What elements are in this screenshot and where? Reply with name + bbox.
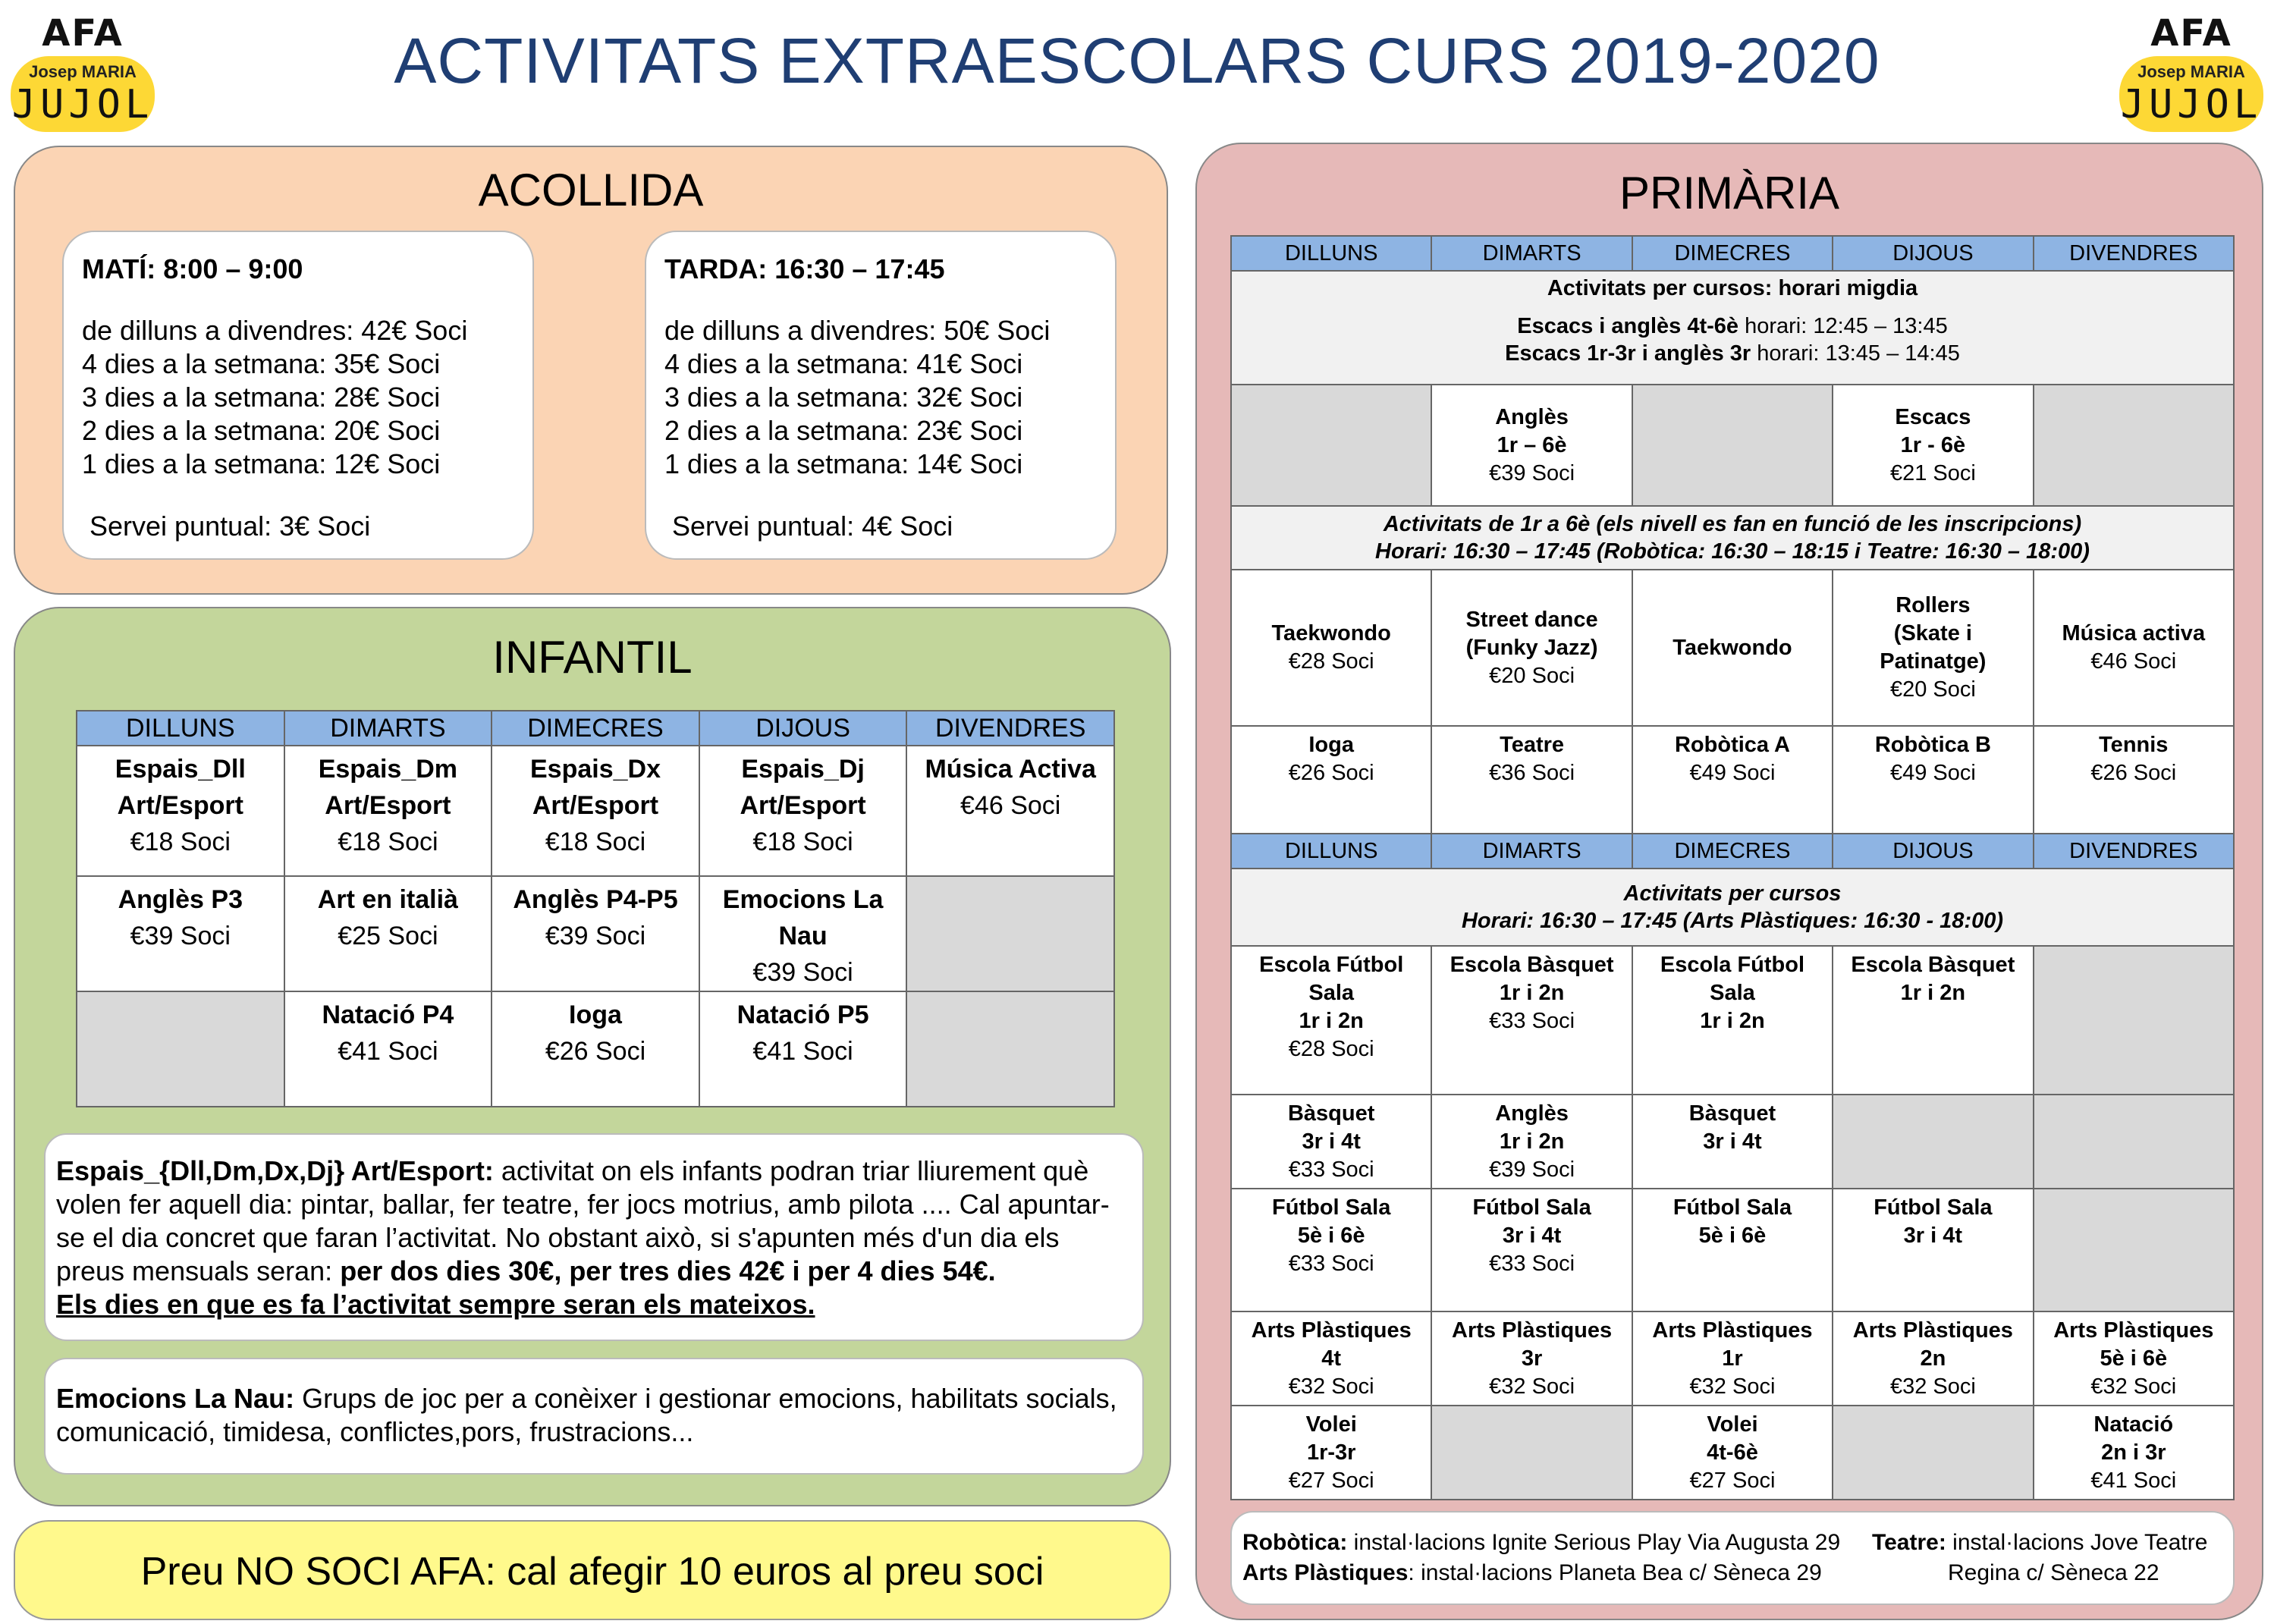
empty-cell [2034,946,2234,1095]
tarda-line: 3 dies a la setmana: 32€ Soci [664,382,1023,413]
activity-cell [1431,385,1632,506]
activity-cell [699,991,907,1107]
activity-name: Espais_Dll [115,755,246,784]
activity-cell [77,876,284,991]
activity-cell [284,876,492,991]
activity-cell [1833,1311,2033,1406]
day-header-dijous: DIJOUS [699,711,907,746]
activity-name: Art/Esport [325,791,451,820]
activity-cell [1431,1189,1632,1311]
table-row [77,991,1114,1107]
activity-price: €26 Soci [2090,761,2177,785]
mati-puntual: Servei puntual: 3€ Soci [90,510,371,542]
activity-cell [1632,946,1833,1095]
table-row [77,876,1114,991]
activity-price: €18 Soci [338,828,438,856]
tarda-heading: TARDA: 16:30 – 17:45 [664,253,945,284]
teatre-location: Teatre: instal·lacions Jove Teatre [1872,1530,2208,1555]
empty-cell [77,991,284,1107]
activity-cell [1231,946,1431,1095]
activity-name: Sala [1710,981,1755,1005]
primaria-panel [1195,143,2263,1620]
activity-cell [284,746,492,876]
activity-price: €46 Soci [2090,649,2177,674]
migdia-info [1231,271,2234,385]
activity-cell [1231,570,1431,726]
afa-logo-right: AFA Josep MARIA JUJOL [2119,12,2263,134]
activity-cell [1632,1095,1833,1189]
tarda-info: Activitats de 1r a 6è (els nivell es fan en funció de les inscripcions) Horari: 16:30 – 17:45 (Robòtica: 16:30 – 18:15 i Teatre: 16:30 – 18:00) [1231,506,2234,570]
activity-price: €32 Soci [2090,1374,2177,1399]
activity-cell [1833,570,2033,726]
mati-heading: MATÍ: 8:00 – 9:00 [82,253,303,284]
activity-price: €33 Soci [1288,1158,1374,1182]
activity-name: Robòtica B [1874,733,1991,757]
arts-location: Arts Plàstiques: instal·lacions Planeta Bea c/ Sèneca 29 [1242,1560,1822,1585]
day-header-dimarts: DIMARTS [1431,236,1632,271]
emocions-note-title: Emocions La Nau: [56,1383,295,1414]
activity-name: 1r [1722,1346,1743,1371]
activity-price: €39 Soci [545,922,646,950]
activity-cell [1231,1406,1431,1500]
activity-cell [1231,726,1431,834]
activity-name: Arts Plàstiques [1652,1318,1813,1343]
activity-price: €41 Soci [752,1037,853,1066]
empty-cell [2034,1189,2234,1311]
activity-cell [2034,1406,2234,1500]
emocions-note-text: Grups de joc per a conèixer i gestionar emocions, habilitats socials, comunicació, timidesa, conflictes,pors, frustracions... [56,1383,1117,1447]
day-header-dilluns: DILLUNS [1231,834,1431,869]
table-row [1231,946,2234,1095]
activity-cell [1632,1189,1833,1311]
activity-name: 3r i 4t [1502,1223,1562,1248]
activity-name: 1r i 2n [1700,1009,1765,1033]
activity-name: Escola Fútbol [1660,953,1805,977]
activity-name: Arts Plàstiques [1251,1318,1412,1343]
table-row [1231,726,2234,834]
activity-cell [1632,570,1833,726]
activity-price: €32 Soci [1889,1374,1976,1399]
empty-cell [906,991,1114,1107]
primaria-title: PRIMÀRIA [1619,168,1840,218]
activity-name: 5è i 6è [2100,1346,2168,1371]
activity-cell [1632,1311,1833,1406]
activity-name: 3r i 4t [1302,1129,1361,1154]
empty-cell [1833,1406,2033,1500]
infantil-schedule-table [76,710,1115,1107]
activity-price: €49 Soci [1689,761,1776,785]
activity-name: 5è i 6è [1297,1223,1365,1248]
activity-price: €32 Soci [1489,1374,1575,1399]
activity-name: Volei [1305,1412,1357,1437]
mati-line: 1 dies a la setmana: 12€ Soci [82,448,441,479]
activity-cell [1231,1095,1431,1189]
day-header-dijous: DIJOUS [1833,236,2033,271]
activity-price: €39 Soci [752,958,853,987]
activity-cell [1431,726,1632,834]
activity-name: Robòtica A [1674,733,1790,757]
activity-name: Art en italià [317,885,458,914]
acollida-tarda-card [645,231,1117,560]
mati-line: 3 dies a la setmana: 28€ Soci [82,382,441,413]
activity-name: Bàsquet [1688,1101,1776,1126]
activity-price: €36 Soci [1489,761,1575,785]
activity-name: Bàsquet [1287,1101,1375,1126]
activity-name: 1r – 6è [1497,432,1567,457]
activity-name: 1r i 2n [1900,981,1966,1005]
tarda-line: 1 dies a la setmana: 14€ Soci [664,448,1023,479]
activity-cell [1431,946,1632,1095]
migdia-title: Activitats per cursos: horari migdia [1547,276,1918,300]
activity-name: 3r [1521,1346,1543,1371]
activity-name: Escacs [1895,404,1971,429]
table-row [77,746,1114,876]
activity-name: Emocions La Nau [722,885,884,950]
activity-name: Art/Esport [532,791,659,820]
activity-name: Escola Bàsquet [1450,953,1614,977]
activity-name: 5è i 6è [1698,1223,1767,1248]
primaria-footer [1230,1511,2235,1605]
activity-name: Teatre [1500,733,1565,757]
activity-name: Escola Bàsquet [1851,953,2015,977]
activity-name: Espais_Dj [741,755,865,784]
activity-price: €39 Soci [1489,460,1575,485]
activity-name: 2n i 3r [2101,1440,2166,1465]
activity-name: Música Activa [925,755,1096,784]
activity-name: Anglès P3 [118,885,243,914]
activity-name: 3r i 4t [1703,1129,1762,1154]
tarda-line: 4 dies a la setmana: 41€ Soci [664,348,1023,379]
activity-price: €33 Soci [1288,1252,1374,1276]
mati-line: de dilluns a divendres: 42€ Soci [82,315,468,346]
activity-name: Sala [1308,981,1355,1005]
activity-cell [1632,1406,1833,1500]
activity-name: Anglès [1495,1101,1569,1126]
activity-price: €20 Soci [1489,663,1575,688]
table-row [1231,1189,2234,1311]
activity-name: Ioga [1308,733,1354,757]
tarda-line: 2 dies a la setmana: 23€ Soci [664,415,1023,446]
day-header-dijous: DIJOUS [1833,834,2033,869]
mati-line: 2 dies a la setmana: 20€ Soci [82,415,441,446]
tarda-info-row [1231,506,2234,570]
empty-cell [1632,385,1833,506]
activity-name: 1r i 2n [1499,981,1565,1005]
activity-name: Volei [1707,1412,1758,1437]
activity-name: Street dance [1465,607,1598,632]
activity-price: €39 Soci [1489,1158,1575,1182]
activity-name: Arts Plàstiques [1852,1318,2013,1343]
activity-name: (Funky Jazz) [1465,635,1598,660]
table-row [1231,570,2234,726]
activity-cell [1231,1189,1431,1311]
day-header-dimecres: DIMECRES [1632,236,1833,271]
activity-name: Ioga [569,1000,622,1029]
activity-cell [2034,726,2234,834]
activity-cell [1231,1311,1431,1406]
infantil-panel [14,607,1171,1506]
activity-name: Escola Fútbol [1259,953,1404,977]
migdia-info-row [1231,271,2234,385]
activity-name: Anglès P4-P5 [513,885,678,914]
activity-price: €28 Soci [1288,1037,1374,1061]
activity-cell [77,746,284,876]
activity-cell [2034,1311,2234,1406]
activity-name: Fútbol Sala [1673,1195,1792,1220]
activity-name: Espais_Dx [529,755,661,784]
cursos-info-row [1231,869,2234,946]
activity-price: €20 Soci [1889,677,1976,702]
activity-name: Fútbol Sala [1874,1195,1993,1220]
activity-cell [699,746,907,876]
activity-name: 1r i 2n [1299,1009,1364,1033]
primaria-schedule-table [1230,235,2235,1500]
activity-cell [1833,1189,2033,1311]
acollida-mati-card [62,231,534,560]
day-header-divendres: DIVENDRES [906,711,1114,746]
activity-cell [906,746,1114,876]
day-header-row [1231,834,2234,869]
activity-price: €18 Soci [130,828,231,856]
activity-cell [1833,726,2033,834]
activity-name: Espais_Dm [318,755,458,784]
activity-cell [1431,1095,1632,1189]
activity-cell [1431,570,1632,726]
migdia-line-1: Escacs i anglès 4t-6è horari: 12:45 – 13:45 [1517,314,1948,338]
day-header-divendres: DIVENDRES [2034,236,2234,271]
activity-price: €39 Soci [130,922,231,950]
tarda-puntual: Servei puntual: 4€ Soci [672,510,953,542]
day-header-dilluns: DILLUNS [77,711,284,746]
infantil-title: INFANTIL [492,632,693,683]
activity-name: Taekwondo [1673,635,1792,660]
table-row [1231,1095,2234,1189]
activity-price: €25 Soci [338,922,438,950]
espais-note-prices: per dos dies 30€, per tres dies 42€ i per 4 dies 54€. [340,1255,996,1286]
activity-price: €32 Soci [1689,1374,1776,1399]
activity-name: Taekwondo [1271,621,1391,646]
activity-name: 4t [1321,1346,1342,1371]
activity-name: 2n [1920,1346,1946,1371]
activity-name: 1r i 2n [1499,1129,1565,1154]
activity-name: Arts Plàstiques [1452,1318,1613,1343]
activity-cell [1833,946,2033,1095]
day-header-dimarts: DIMARTS [284,711,492,746]
day-header-row [1231,236,2234,271]
acollida-title: ACOLLIDA [478,165,704,215]
espais-note-days: Els dies en que es fa l’activitat sempre seran els mateixos. [56,1289,815,1320]
robotica-location: Robòtica: instal·lacions Ignite Serious Play Via Augusta 29 [1242,1530,1841,1555]
mati-line: 4 dies a la setmana: 35€ Soci [82,348,441,379]
activity-price: €27 Soci [1689,1469,1776,1493]
activity-price: €46 Soci [960,791,1061,820]
activity-cell [2034,570,2234,726]
day-header-dimecres: DIMECRES [492,711,699,746]
afa-logo-left: AFA Josep MARIA JUJOL [11,12,155,134]
activity-name: 4t-6è [1707,1440,1758,1465]
activity-price: €33 Soci [1489,1252,1575,1276]
activity-cell [492,876,699,991]
table-row [1231,1311,2234,1406]
activity-name: Fútbol Sala [1472,1195,1591,1220]
activity-name: Tennis [2099,733,2169,757]
day-header-dimarts: DIMARTS [1431,834,1632,869]
teatre-address: Regina c/ Sèneca 22 [1948,1560,2159,1585]
espais-note [44,1133,1144,1341]
table-row [1231,385,2234,506]
empty-cell [906,876,1114,991]
table-row [1231,1406,2234,1500]
activity-cell [492,746,699,876]
espais-note-text: activitat on els infants podran triar lliurement què volen fer aquell dia: pintar, ballar, fer teatre, fer jocs motrius, amb pilota .... Cal apuntar-se el dia concret que faran l’activitat. No obstant això, si s'apunten més d'un dia els preus mensuals seran: [56,1155,1110,1286]
activity-price: €26 Soci [545,1037,646,1066]
activity-name: 1r-3r [1306,1440,1356,1465]
activity-name: 3r i 4t [1903,1223,1963,1248]
empty-cell [1431,1406,1632,1500]
activity-name: (Skate i [1893,621,1972,646]
activity-name: Arts Plàstiques [2053,1318,2214,1343]
activity-price: €18 Soci [752,828,853,856]
espais-note-title: Espais_{Dll,Dm,Dx,Dj} Art/Esport: [56,1155,494,1186]
activity-price: €33 Soci [1489,1009,1575,1033]
tarda-line: de dilluns a divendres: 50€ Soci [664,315,1051,346]
empty-cell [1833,1095,2033,1189]
activity-name: 1r - 6è [1900,432,1966,457]
activity-name: Natació P5 [737,1000,869,1029]
empty-cell [2034,385,2234,506]
activity-price: €28 Soci [1288,649,1374,674]
activity-cell [1431,1311,1632,1406]
activity-price: €18 Soci [545,828,646,856]
day-header-dilluns: DILLUNS [1231,236,1431,271]
activity-name: Art/Esport [117,791,243,820]
activity-price: €49 Soci [1889,761,1976,785]
migdia-line-2: Escacs 1r-3r i anglès 3r horari: 13:45 – 14:45 [1505,341,1960,366]
activity-cell [284,991,492,1107]
cursos-info: Activitats per cursos Horari: 16:30 – 17:45 (Arts Plàstiques: 16:30 - 18:00) [1231,869,2234,946]
activity-name: Art/Esport [740,791,866,820]
empty-cell [1231,385,1431,506]
activity-cell [492,991,699,1107]
activity-name: Rollers [1896,593,1971,617]
activity-price: €41 Soci [2090,1469,2177,1493]
empty-cell [2034,1095,2234,1189]
activity-price: €21 Soci [1889,460,1976,485]
activity-name: Música activa [2062,621,2206,646]
activity-cell [1632,726,1833,834]
activity-price: €41 Soci [338,1037,438,1066]
activity-price: €26 Soci [1288,761,1374,785]
activity-name: Anglès [1495,404,1569,429]
page-title: ACTIVITATS EXTRAESCOLARS CURS 2019-2020 [394,25,1880,96]
activity-name: Patinatge) [1880,649,1987,674]
activity-price: €27 Soci [1288,1469,1374,1493]
activity-price: €32 Soci [1288,1374,1374,1399]
emocions-note [44,1358,1144,1475]
no-soci-banner: Preu NO SOCI AFA: cal afegir 10 euros al preu soci [14,1520,1171,1620]
activity-cell [1833,385,2033,506]
day-header-dimecres: DIMECRES [1632,834,1833,869]
day-header-divendres: DIVENDRES [2034,834,2234,869]
activity-name: Fútbol Sala [1272,1195,1391,1220]
activity-cell [699,876,907,991]
activity-name: Natació [2093,1412,2174,1437]
day-header-row [77,711,1114,746]
activity-name: Natació P4 [322,1000,454,1029]
acollida-panel [14,146,1168,595]
